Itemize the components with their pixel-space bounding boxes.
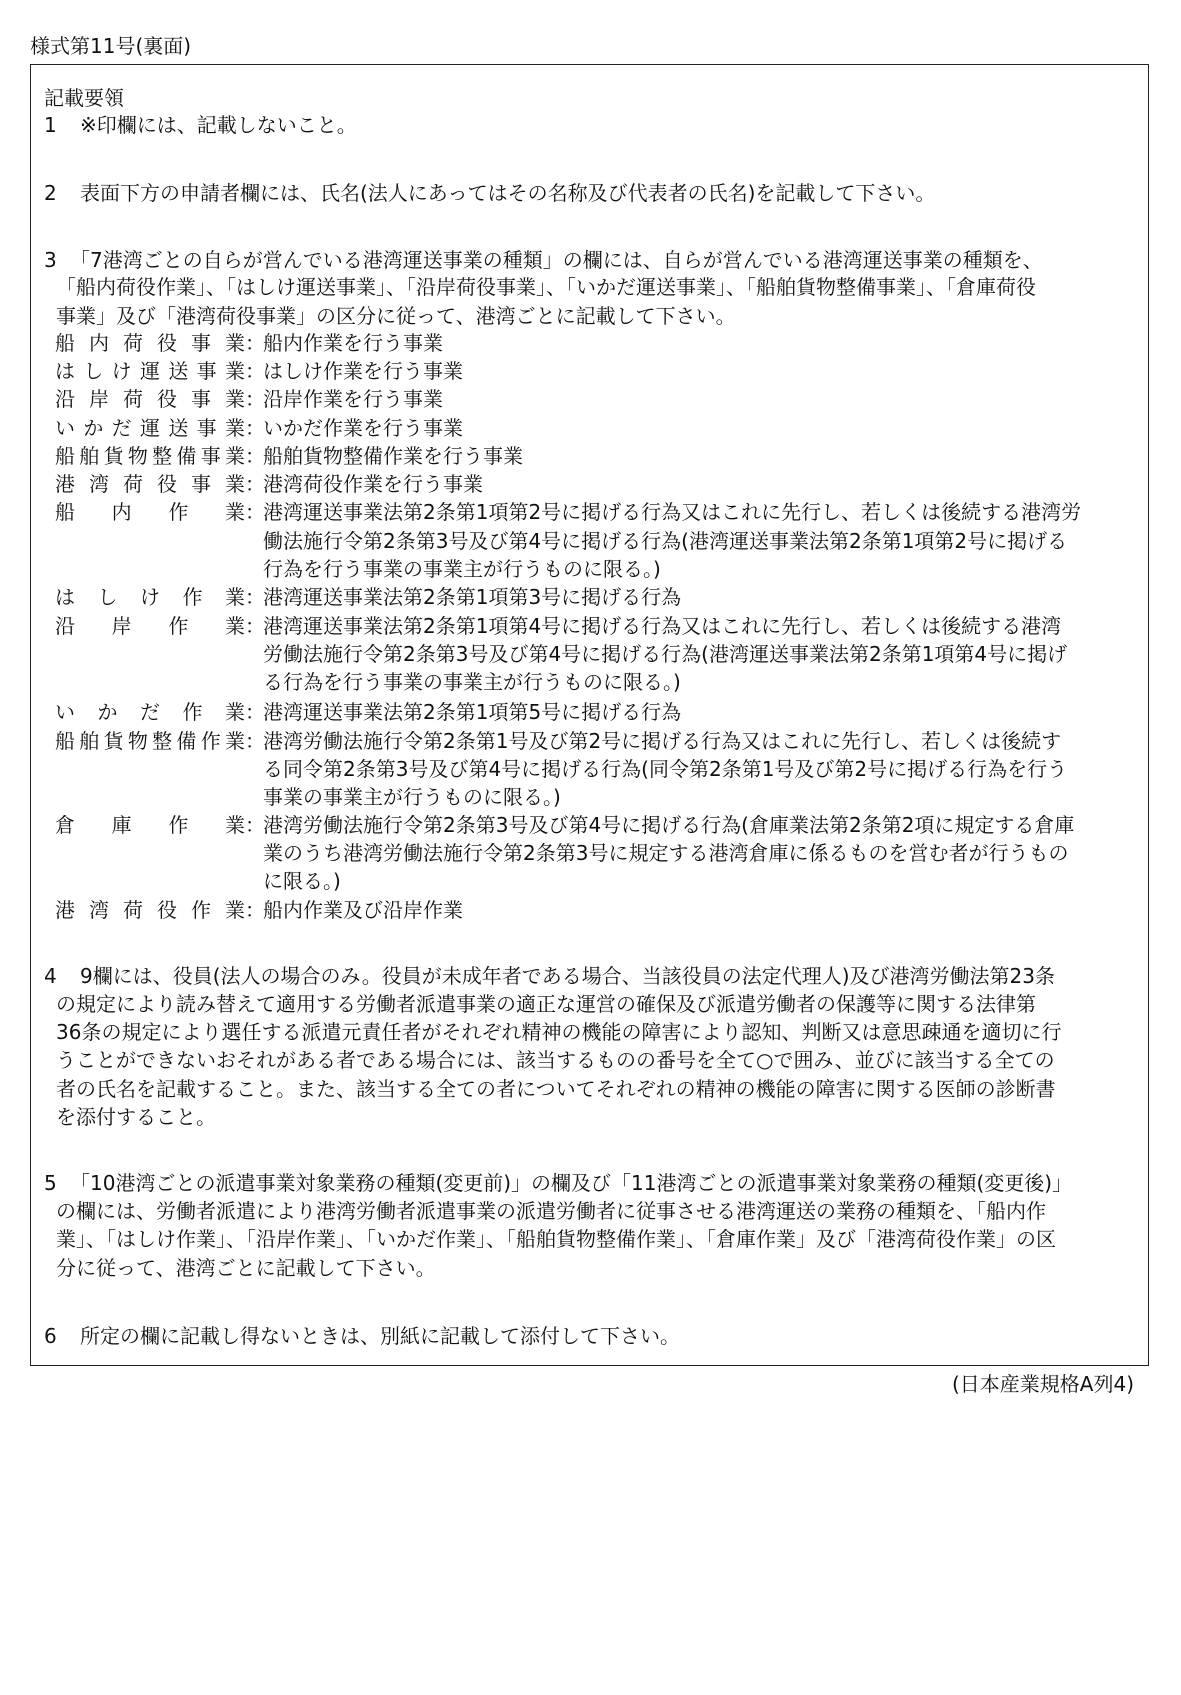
definition-text: 港湾運送事業法第2条第1項第5号に掲げる行為: [263, 700, 682, 724]
item-text: を添付すること。: [56, 1105, 216, 1129]
colon: ：: [245, 416, 265, 440]
definition-line: [263, 557, 661, 581]
item-line: [56, 1020, 1061, 1044]
item-text: 者の氏名を記載すること。また、該当する全ての者についてそれぞれの精神の機能の障害に関する医師の診断書: [56, 1077, 1056, 1101]
definition-term: 船舶貨物整備作業: [55, 729, 245, 753]
definition-term: はしけ運送事業: [55, 359, 245, 383]
item-number-line: [44, 113, 78, 137]
definition-line: [263, 670, 681, 694]
definition-line: [55, 359, 463, 383]
item-line: [56, 304, 736, 328]
definition-line: [55, 331, 443, 355]
item-line: [56, 1199, 1046, 1223]
item-text: 9欄には、役員(法人の場合のみ。役員が未成年者である場合、当該役員の法定代理人)及び港湾労働法第23条: [80, 964, 1055, 988]
item-line: [80, 113, 357, 137]
item-number: 1: [44, 113, 57, 137]
definition-line: [55, 813, 1074, 837]
item-text: ※印欄には、記載しないこと。: [80, 113, 357, 137]
definition-line: [55, 614, 1061, 638]
item-line: [70, 248, 1043, 272]
item-text: 表面下方の申請者欄には、氏名(法人にあってはその名称及び代表者の氏名)を記載して下さい。: [80, 181, 936, 205]
colon: ：: [245, 331, 265, 355]
definition-term: 船内荷役事業: [55, 331, 245, 355]
definition-term: はしけ作業: [55, 585, 245, 609]
item-text: 事業」及び「港湾荷役事業」の区分に従って、港湾ごとに記載して下さい。: [56, 304, 736, 328]
definition-text: 港湾運送事業法第2条第1項第3号に掲げる行為: [263, 585, 682, 609]
heading-line: [44, 86, 124, 110]
item-line: [80, 964, 1055, 988]
form-title: 様式第11号(裏面): [30, 34, 192, 58]
colon: ：: [245, 472, 265, 496]
definition-text: 港湾荷役作業を行う事業: [263, 472, 483, 496]
colon: ：: [245, 585, 265, 609]
colon: ：: [245, 614, 265, 638]
item-line: [56, 275, 1036, 299]
item-line: [56, 1256, 436, 1280]
paper-size-note: (日本産業規格A列4): [952, 1372, 1135, 1396]
item-line: [56, 1105, 216, 1129]
definition-line: [263, 841, 1068, 865]
item-text: 36条の規定により選任する派遣元責任者がそれぞれ精神の機能の障害により認知、判断又は意思疎通を適切に行: [56, 1020, 1062, 1044]
item-text: の欄には、労働者派遣により港湾労働者派遣事業の派遣労働者に従事させる港湾運送の業務の種類を、「船内作: [56, 1199, 1046, 1223]
definition-text: はしけ作業を行う事業: [263, 359, 463, 383]
item-number: 6: [44, 1324, 57, 1348]
item-text: 所定の欄に記載し得ないときは、別紙に記載して添付して下さい。: [80, 1324, 680, 1348]
definition-term: 港湾荷役作業: [55, 898, 245, 922]
definition-text: 港湾運送事業法第2条第1項第2号に掲げる行為又はこれに先行し、若しくは後続する港湾労: [263, 500, 1082, 524]
item-line: [56, 1048, 1055, 1072]
definition-term: 沿岸作業: [55, 614, 245, 638]
definition-text: 船舶貨物整備作業を行う事業: [263, 444, 523, 468]
item-text: の規定により読み替えて適用する労働者派遣事業の適正な運営の確保及び派遣労働者の保護等に関する法律第: [56, 992, 1036, 1016]
definition-text: る同令第2条第3号及び第4号に掲げる行為(同令第2条第1号及び第2号に掲げる行為を行う: [263, 757, 1068, 781]
item-line: [80, 181, 935, 205]
definition-text: 船内作業を行う事業: [263, 331, 443, 355]
colon: ：: [245, 700, 265, 724]
item-text: 「10港湾ごとの派遣事業対象業務の種類(変更前)」の欄及び「11港湾ごとの派遣事業対象業務の種類(変更後)」: [70, 1171, 1073, 1195]
item-text: 分に従って、港湾ごとに記載して下さい。: [56, 1256, 436, 1280]
colon: ：: [245, 387, 265, 411]
definition-text: 沿岸作業を行う事業: [263, 387, 443, 411]
definition-text: 労働法施行令第2条第3号及び第4号に掲げる行為(港湾運送事業法第2条第1項第4号に掲げ: [263, 642, 1068, 666]
definition-line: [55, 729, 1061, 753]
definition-line: [55, 472, 483, 496]
definition-term: いかだ運送事業: [55, 416, 245, 440]
item-text: 「7港湾ごとの自らが営んでいる港湾運送事業の種類」の欄には、自らが営んでいる港湾運送事業の種類を、: [70, 248, 1043, 272]
colon: ：: [245, 444, 265, 468]
item-line: [56, 1227, 1056, 1251]
item-line: [56, 1077, 1056, 1101]
definition-text: 働法施行令第2条第3号及び第4号に掲げる行為(港湾運送事業法第2条第1項第2号に掲げる: [263, 529, 1068, 553]
colon: ：: [245, 359, 265, 383]
definition-text: 港湾運送事業法第2条第1項第4号に掲げる行為又はこれに先行し、若しくは後続する港湾: [263, 614, 1062, 638]
definition-line: [263, 757, 1067, 781]
definition-term: 沿岸荷役事業: [55, 387, 245, 411]
item-number-line: [44, 181, 78, 205]
definition-line: [55, 500, 1081, 524]
definition-line: [263, 869, 341, 893]
definition-line: [55, 700, 681, 724]
item-number: 3: [44, 248, 57, 272]
definition-text: 港湾労働法施行令第2条第3号及び第4号に掲げる行為(倉庫業法第2条第2項に規定する倉庫: [263, 813, 1075, 837]
definition-line: [263, 529, 1067, 553]
colon: ：: [245, 813, 265, 837]
item-text: 「船内荷役作業」、「はしけ運送事業」、「沿岸荷役事業」、「いかだ運送事業」、「船舶貨物整備事業」、「倉庫荷役: [56, 275, 1036, 299]
item-number: 2: [44, 181, 57, 205]
item-number: 4: [44, 964, 57, 988]
definition-text: 港湾労働法施行令第2条第1号及び第2号に掲げる行為又はこれに先行し、若しくは後続す: [263, 729, 1062, 753]
definition-term: 倉庫作業: [55, 813, 245, 837]
definition-text: 事業の事業主が行うものに限る。): [263, 785, 561, 809]
definition-text: いかだ作業を行う事業: [263, 416, 463, 440]
item-number: 5: [44, 1171, 57, 1195]
definition-text: 行為を行う事業の事業主が行うものに限る。): [263, 557, 661, 581]
item-text: 業」、「はしけ作業」、「沿岸作業」、「いかだ作業」、「船舶貨物整備作業」、「倉庫作業」及び「港湾荷役作業」の区: [56, 1227, 1056, 1251]
definition-line: [55, 585, 681, 609]
definition-term: いかだ作業: [55, 700, 245, 724]
definition-text: 業のうち港湾労働法施行令第2条第3号に規定する港湾倉庫に係るものを営む者が行うもの: [263, 841, 1069, 865]
definition-text: 船内作業及び沿岸作業: [263, 898, 463, 922]
item-text: うことができないおそれがある者である場合には、該当するものの番号を全て○で囲み、並びに該当する全ての: [56, 1048, 1055, 1072]
definition-line: [55, 387, 443, 411]
definition-term: 港湾荷役事業: [55, 472, 245, 496]
item-number-line: [44, 964, 78, 988]
colon: ：: [245, 729, 265, 753]
definition-term: 船舶貨物整備事業: [55, 444, 245, 468]
item-line: [70, 1171, 1072, 1195]
definition-term: 船内作業: [55, 500, 245, 524]
colon: ：: [245, 898, 265, 922]
definition-line: [55, 416, 463, 440]
heading: 記載要領: [44, 86, 124, 110]
item-number-line: [44, 1324, 78, 1348]
colon: ：: [245, 500, 265, 524]
item-line: [56, 992, 1036, 1016]
definition-line: [263, 642, 1067, 666]
definition-line: [263, 785, 561, 809]
definition-text: に限る。): [263, 869, 341, 893]
item-line: [80, 1324, 680, 1348]
definition-text: る行為を行う事業の事業主が行うものに限る。): [263, 670, 681, 694]
definition-line: [55, 898, 463, 922]
definition-line: [55, 444, 523, 468]
